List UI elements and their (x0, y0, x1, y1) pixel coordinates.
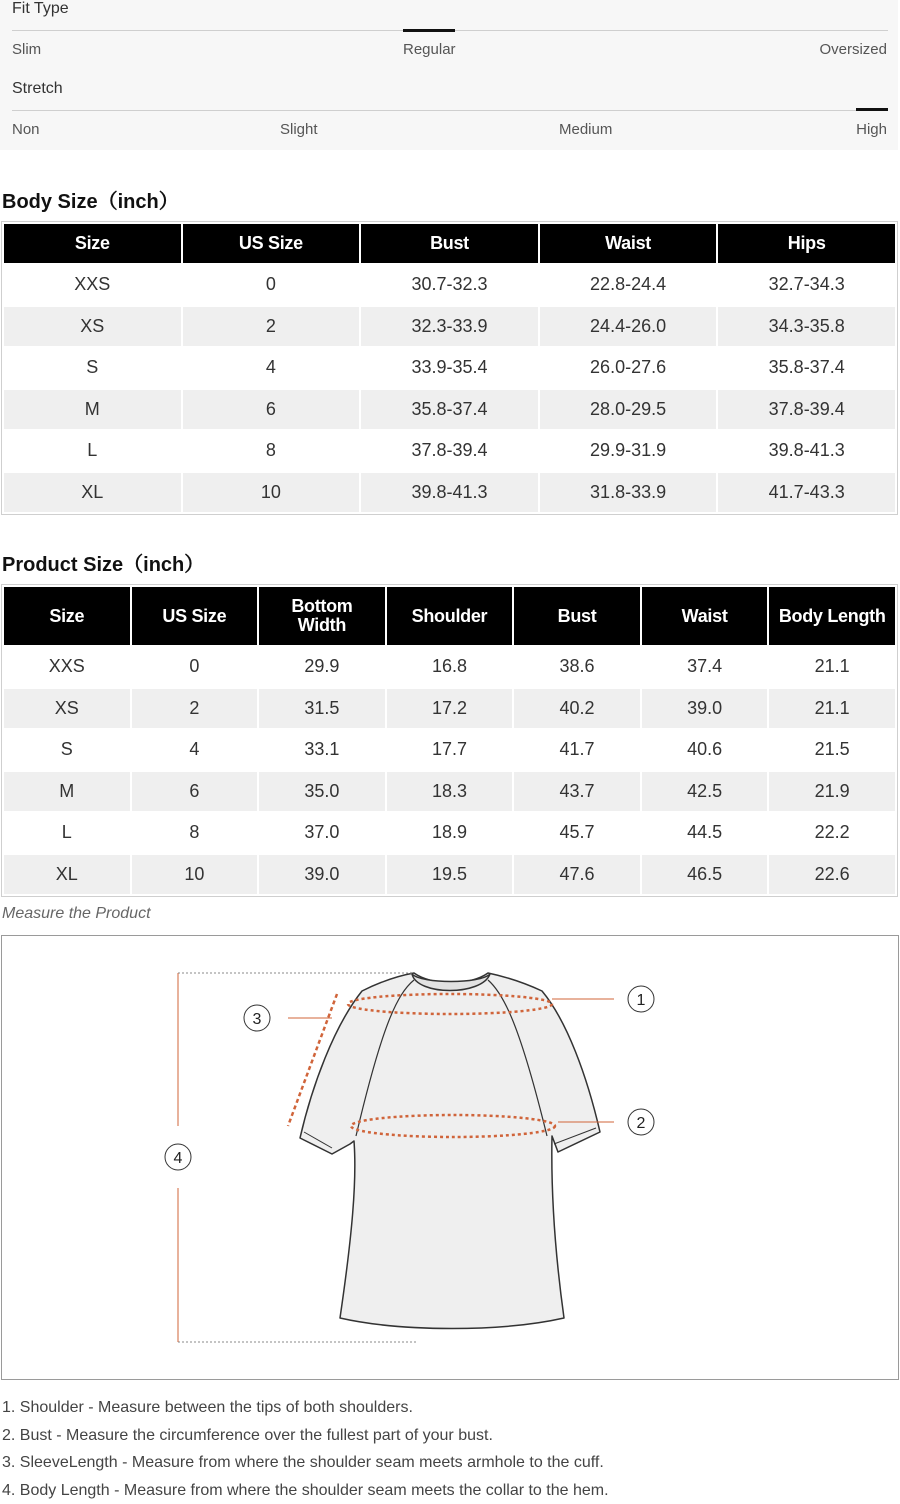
table-cell: 45.7 (514, 813, 640, 853)
fit-label-oversized: Oversized (819, 41, 887, 58)
table-cell: XL (4, 473, 181, 513)
table-cell: 39.8-41.3 (361, 473, 538, 513)
table-cell: 10 (132, 855, 258, 895)
table-cell: 33.9-35.4 (361, 348, 538, 388)
table-cell: 19.5 (387, 855, 513, 895)
measurement-notes (2, 1394, 609, 1504)
table-cell: M (4, 390, 181, 430)
marker-2-label: 2 (637, 1115, 646, 1132)
table-cell: 18.9 (387, 813, 513, 853)
table-cell: 22.6 (769, 855, 895, 895)
table-cell: 37.0 (259, 813, 385, 853)
stretch-title: Stretch (12, 80, 63, 98)
table-cell: 41.7-43.3 (718, 473, 895, 513)
table-cell: M (4, 772, 130, 812)
column-header: Bust (361, 224, 538, 263)
table-cell: 8 (132, 813, 258, 853)
table-header-row (4, 587, 895, 645)
table-cell: 17.7 (387, 730, 513, 770)
table-cell: 32.3-33.9 (361, 307, 538, 347)
table-cell: 40.2 (514, 689, 640, 729)
measurement-diagram (1, 935, 899, 1380)
fit-type-marker (403, 29, 455, 32)
measure-caption: Measure the Product (2, 905, 151, 923)
table-cell: 39.8-41.3 (718, 431, 895, 471)
table-cell: XS (4, 307, 181, 347)
note-sleeve-length: 3. SleeveLength - Measure from where the shoulder seam meets armhole to the cuff. (2, 1449, 609, 1477)
fit-label-regular: Regular (403, 41, 456, 58)
table-row (4, 730, 895, 770)
table-cell: 21.1 (769, 689, 895, 729)
table-cell: 22.8-24.4 (540, 265, 717, 305)
table-cell: 33.1 (259, 730, 385, 770)
table-cell: 30.7-32.3 (361, 265, 538, 305)
table-cell: 21.5 (769, 730, 895, 770)
table-cell: 29.9-31.9 (540, 431, 717, 471)
table-cell: 35.0 (259, 772, 385, 812)
note-bust: 2. Bust - Measure the circumference over the fullest part of your bust. (2, 1422, 609, 1450)
table-cell: 35.8-37.4 (361, 390, 538, 430)
note-body-length: 4. Body Length - Measure from where the shoulder seam meets the collar to the hem. (2, 1477, 609, 1504)
stretch-label-slight: Slight (280, 121, 318, 138)
table-row (4, 772, 895, 812)
table-cell: 6 (183, 390, 360, 430)
table-cell: 32.7-34.3 (718, 265, 895, 305)
table-cell: 37.4 (642, 647, 768, 687)
table-cell: 18.3 (387, 772, 513, 812)
marker-3-label: 3 (253, 1011, 262, 1028)
table-row (4, 265, 895, 305)
table-cell: 4 (132, 730, 258, 770)
table-header-row (4, 224, 895, 263)
stretch-label-non: Non (12, 121, 40, 138)
table-cell: 41.7 (514, 730, 640, 770)
table-cell: XS (4, 689, 130, 729)
table-cell: 34.3-35.8 (718, 307, 895, 347)
column-header: Waist (642, 587, 768, 645)
table-cell: 17.2 (387, 689, 513, 729)
table-cell: 22.2 (769, 813, 895, 853)
column-header: Body Length (769, 587, 895, 645)
table-row (4, 689, 895, 729)
table-cell: 31.8-33.9 (540, 473, 717, 513)
table-row (4, 473, 895, 513)
fit-stretch-panel (0, 0, 898, 150)
fit-label-slim: Slim (12, 41, 41, 58)
stretch-label-high: High (856, 121, 887, 138)
table-row (4, 390, 895, 430)
table-cell: L (4, 431, 181, 471)
column-header: US Size (183, 224, 360, 263)
product-size-table (1, 584, 898, 897)
tshirt-outline (300, 973, 600, 1329)
table-cell: 43.7 (514, 772, 640, 812)
table-cell: 31.5 (259, 689, 385, 729)
table-cell: 28.0-29.5 (540, 390, 717, 430)
body-size-table (1, 221, 898, 515)
table-cell: 10 (183, 473, 360, 513)
table-cell: 6 (132, 772, 258, 812)
table-cell: 37.8-39.4 (718, 390, 895, 430)
note-shoulder: 1. Shoulder - Measure between the tips of both shoulders. (2, 1394, 609, 1422)
stretch-track (12, 110, 888, 111)
table-cell: XXS (4, 647, 130, 687)
table-cell: 37.8-39.4 (361, 431, 538, 471)
product-size-heading: Product Size（inch） (2, 548, 204, 577)
table-cell: 8 (183, 431, 360, 471)
column-header: Bottom Width (259, 587, 385, 645)
table-cell: 4 (183, 348, 360, 388)
column-header: Shoulder (387, 587, 513, 645)
table-cell: 0 (183, 265, 360, 305)
table-cell: 44.5 (642, 813, 768, 853)
table-row (4, 813, 895, 853)
table-cell: 21.9 (769, 772, 895, 812)
table-row (4, 307, 895, 347)
table-cell: 46.5 (642, 855, 768, 895)
table-cell: 39.0 (642, 689, 768, 729)
stretch-label-medium: Medium (559, 121, 612, 138)
table-cell: 21.1 (769, 647, 895, 687)
table-cell: S (4, 730, 130, 770)
column-header: Size (4, 224, 181, 263)
column-header: Size (4, 587, 130, 645)
marker-4-label: 4 (174, 1150, 183, 1167)
body-size-heading: Body Size（inch） (2, 185, 179, 214)
table-cell: S (4, 348, 181, 388)
table-row (4, 855, 895, 895)
table-cell: L (4, 813, 130, 853)
column-header: Waist (540, 224, 717, 263)
column-header: US Size (132, 587, 258, 645)
table-cell: 40.6 (642, 730, 768, 770)
tshirt-diagram (2, 936, 898, 1379)
table-row (4, 348, 895, 388)
table-cell: 39.0 (259, 855, 385, 895)
table-cell: XL (4, 855, 130, 895)
table-cell: 16.8 (387, 647, 513, 687)
table-cell: 26.0-27.6 (540, 348, 717, 388)
stretch-marker (856, 108, 888, 111)
table-cell: 2 (132, 689, 258, 729)
table-cell: 24.4-26.0 (540, 307, 717, 347)
column-header: Hips (718, 224, 895, 263)
table-cell: 0 (132, 647, 258, 687)
table-cell: 47.6 (514, 855, 640, 895)
marker-1-label: 1 (637, 992, 646, 1009)
fit-type-title: Fit Type (12, 0, 69, 18)
table-cell: 29.9 (259, 647, 385, 687)
table-row (4, 647, 895, 687)
table-cell: 42.5 (642, 772, 768, 812)
table-cell: XXS (4, 265, 181, 305)
table-cell: 2 (183, 307, 360, 347)
table-row (4, 431, 895, 471)
column-header: Bust (514, 587, 640, 645)
table-cell: 35.8-37.4 (718, 348, 895, 388)
table-cell: 38.6 (514, 647, 640, 687)
